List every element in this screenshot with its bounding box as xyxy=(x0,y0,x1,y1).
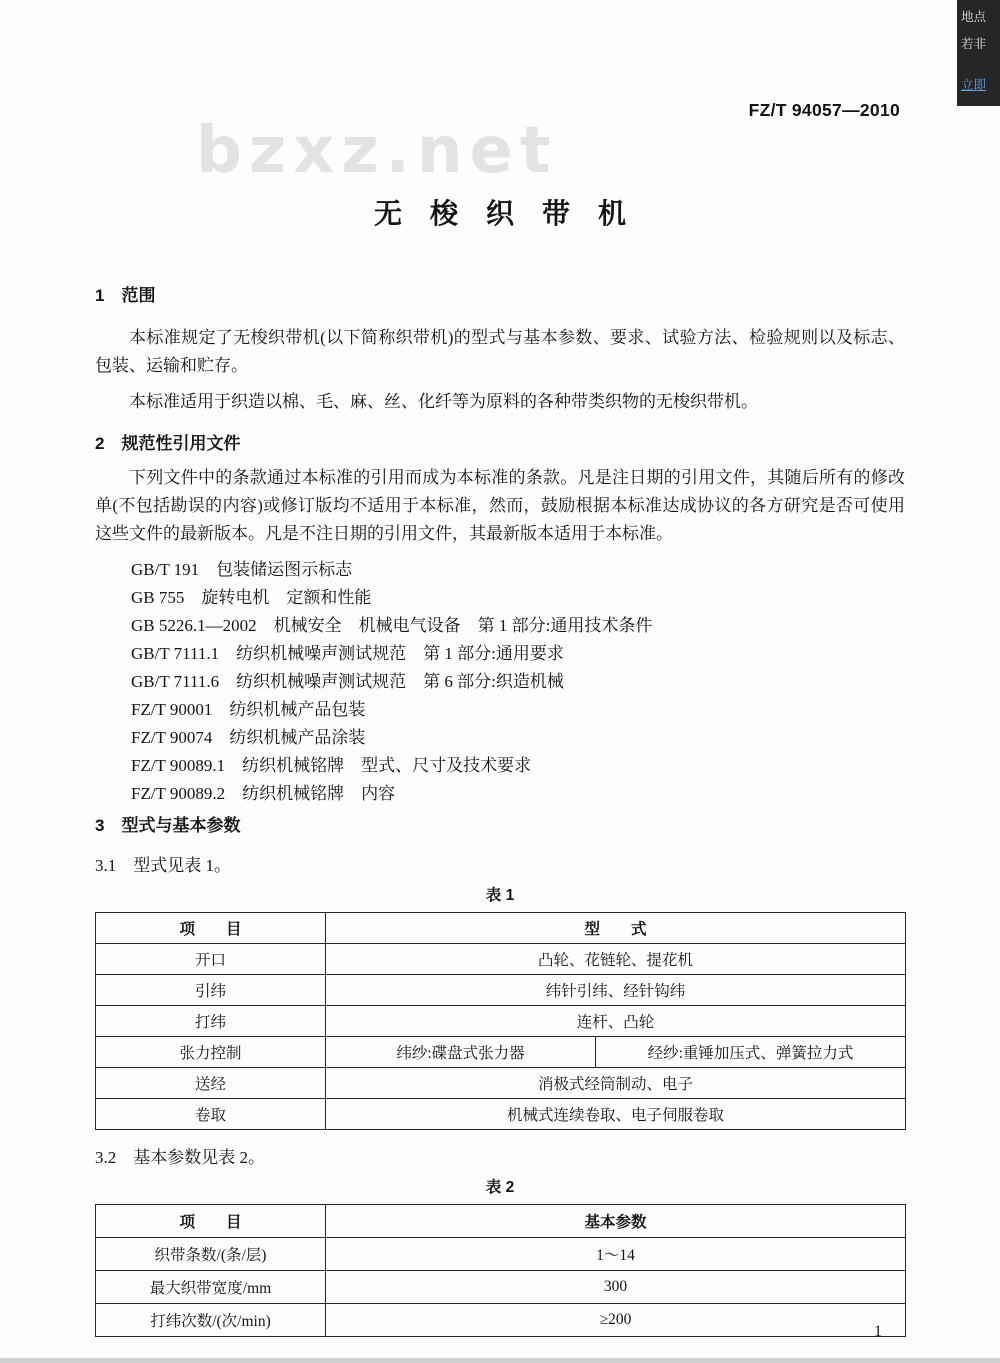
table-2-caption: 表 2 xyxy=(485,1179,515,1196)
table-header-cell: 项 目 xyxy=(96,1205,326,1238)
section-2-heading: 2 规范性引用文件 xyxy=(95,434,241,453)
table-cell: 1～14 xyxy=(326,1238,906,1271)
table-row xyxy=(96,944,906,975)
page-number: 1 xyxy=(874,1323,882,1340)
table-cell: ≥200 xyxy=(326,1304,906,1337)
reference-item: FZ/T 90001 纺织机械产品包装 xyxy=(131,700,366,719)
table-cell: 机械式连续卷取、电子伺服卷取 xyxy=(326,1099,906,1130)
table-cell: 引纬 xyxy=(96,975,326,1006)
reference-item: FZ/T 90089.1 纺织机械铭牌 型式、尺寸及技术要求 xyxy=(131,756,532,775)
table-1 xyxy=(95,912,906,1130)
table-cell: 打纬次数/(次/min) xyxy=(96,1304,326,1337)
table-row xyxy=(96,1304,906,1337)
table-cell: 开口 xyxy=(96,944,326,975)
table-cell: 纬纱:碟盘式张力器 xyxy=(326,1037,596,1068)
table-row xyxy=(96,1238,906,1271)
table-header-cell: 项 目 xyxy=(96,913,326,944)
standard-code: FZ/T 94057—2010 xyxy=(748,100,900,120)
table-1-header-row xyxy=(96,913,906,944)
table-row xyxy=(96,1271,906,1304)
table-1-caption: 表 1 xyxy=(485,887,515,904)
table-cell: 凸轮、花链轮、提花机 xyxy=(326,944,906,975)
table-cell: 最大织带宽度/mm xyxy=(96,1271,326,1304)
table-row xyxy=(96,1006,906,1037)
popup-text-line: 地点 xyxy=(961,10,987,24)
reference-item: FZ/T 90089.2 纺织机械铭牌 内容 xyxy=(131,784,396,803)
table-cell: 张力控制 xyxy=(96,1037,326,1068)
popup-link[interactable]: 立即 xyxy=(961,78,987,92)
table-row xyxy=(96,1037,906,1068)
section-3-heading: 3 型式与基本参数 xyxy=(95,816,241,835)
table-cell: 送经 xyxy=(96,1068,326,1099)
normative-references-list xyxy=(95,556,905,808)
table-cell: 经纱:重锤加压式、弹簧拉力式 xyxy=(596,1037,906,1068)
clause-3-2: 3.2 基本参数见表 2。 xyxy=(95,1148,265,1167)
table-cell: 300 xyxy=(326,1271,906,1304)
watermark: bzxz.net xyxy=(196,114,558,188)
table-cell: 打纬 xyxy=(96,1006,326,1037)
table-row xyxy=(96,1099,906,1130)
table-cell: 织带条数/(条/层) xyxy=(96,1238,326,1271)
section-1-heading: 1 范围 xyxy=(95,286,156,305)
reference-item: GB 755 旋转电机 定额和性能 xyxy=(131,588,372,607)
document-title: 无 梭 织 带 机 xyxy=(373,198,626,229)
reference-item: GB 5226.1—2002 机械安全 机械电气设备 第 1 部分:通用技术条件 xyxy=(131,616,653,635)
table-cell: 消极式经筒制动、电子 xyxy=(326,1068,906,1099)
section-2-paragraph: 下列文件中的条款通过本标准的引用而成为本标准的条款。凡是注日期的引用文件，其随后所有的修改单(不包括勘误的内容)或修订版均不适用于本标准，然而，鼓励根据本标准达成协议的各方研究是否可使用这些文件的最新版本。凡是不注日期的引用文件，其最新版本适用于本标准。 xyxy=(95,468,905,543)
clipped-popup xyxy=(957,0,1000,106)
table-row xyxy=(96,1068,906,1099)
table-cell: 卷取 xyxy=(96,1099,326,1130)
reference-item: GB/T 7111.6 纺织机械噪声测试规范 第 6 部分:织造机械 xyxy=(131,672,564,691)
reference-item: GB/T 191 包装储运图示标志 xyxy=(131,560,353,579)
table-cell: 纬针引纬、经针钩纬 xyxy=(326,975,906,1006)
section-1-paragraph: 本标准规定了无梭织带机(以下简称织带机)的型式与基本参数、要求、试验方法、检验规则以及标志、包装、运输和贮存。 xyxy=(95,328,905,375)
reference-item: GB/T 7111.1 纺织机械噪声测试规范 第 1 部分:通用要求 xyxy=(131,644,564,663)
table-header-cell: 基本参数 xyxy=(326,1205,906,1238)
clause-3-1: 3.1 型式见表 1。 xyxy=(95,856,231,875)
popup-text-line: 若非 xyxy=(961,37,987,51)
scan-edge xyxy=(0,1358,1000,1363)
table-header-cell: 型 式 xyxy=(326,913,906,944)
table-cell: 连杆、凸轮 xyxy=(326,1006,906,1037)
table-row xyxy=(96,975,906,1006)
table-2 xyxy=(95,1204,906,1337)
table-2-header-row xyxy=(96,1205,906,1238)
section-1-paragraph: 本标准适用于织造以棉、毛、麻、丝、化纤等为原料的各种带类织物的无梭织带机。 xyxy=(129,392,758,411)
reference-item: FZ/T 90074 纺织机械产品涂装 xyxy=(131,728,366,747)
